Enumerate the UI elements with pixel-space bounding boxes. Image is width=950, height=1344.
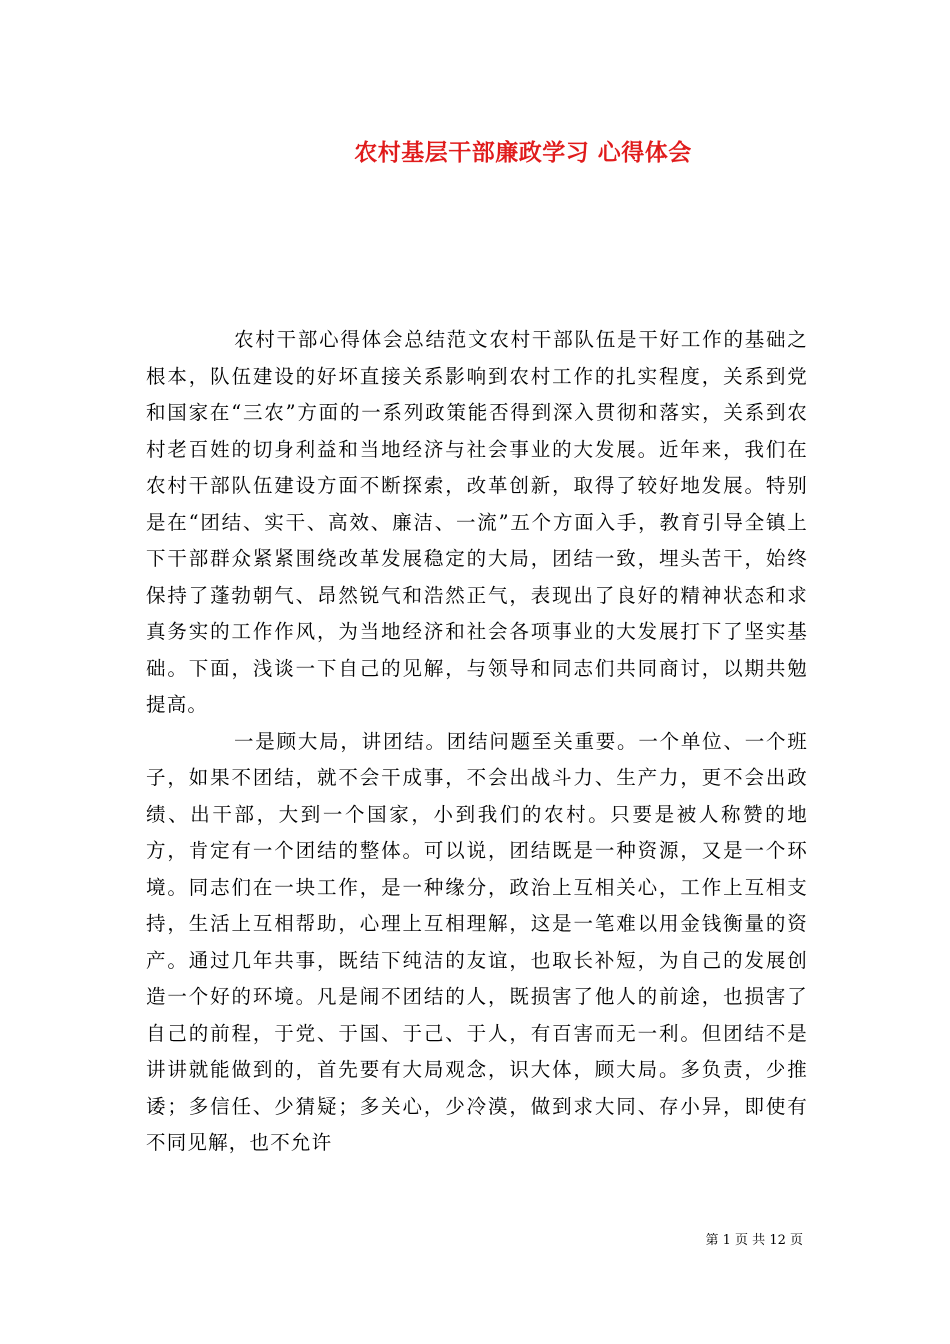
document-title: 农村基层干部廉政学习 心得体会 [354,139,692,166]
paragraph-unity: 一是顾大局，讲团结。团结问题至关重要。一个单位、一个班子，如果不团结，就不会干成事，不会出战斗力、生产力，更不会出政绩、出干部，大到一个国家，小到我们的农村。只要是被人称赞的地方，肯定有一个团结的整体。可以说，团结既是一种资源，又是一个环境。同志们在一块工作，是一种缘分，政治上互相关心，工作上互相支持，生活上互相帮助，心理上互相理解，这是一笔难以用金钱衡量的资产。通过几年共事，既结下纯洁的友谊，也取长补短，为自己的发展创造一个好的环境。凡是闹不团结的人，既损害了他人的前途，也损害了自己的前程，于党、于国、于己、于人，有百害而无一利。但团结不是讲讲就能做到的，首先要有大局观念，识大体，顾大局。多负责，少推诿；多信任、少猜疑；多关心，少冷漠，做到求大同、存小异，即使有不同见解，也不允许 [146,729,808,1154]
page-number-footer: 第 1 页 共 12 页 [705,1233,803,1248]
paragraph-intro: 农村干部心得体会总结范文农村干部队伍是干好工作的基础之根本，队伍建设的好坏直接关系影响到农村工作的扎实程度，关系到党和国家在“三农”方面的一系列政策能否得到深入贯彻和落实，关系到农村老百姓的切身利益和当地经济与社会事业的大发展。近年来，我们在农村干部队伍建设方面不断探索，改革创新，取得了较好地发展。特别是在“团结、实干、高效、廉洁、一流”五个方面入手，教育引导全镇上下干部群众紧紧围绕改革发展稳定的大局，团结一致，埋头苦干，始终保持了蓬勃朝气、昂然锐气和浩然正气，表现出了良好的精神状态和求真务实的工作作风，为当地经济和社会各项事业的大发展打下了坚实基础。下面，浅谈一下自己的见解，与领导和同志们共同商讨，以期共勉提高。 [146,328,808,716]
document-body [146,322,808,1162]
